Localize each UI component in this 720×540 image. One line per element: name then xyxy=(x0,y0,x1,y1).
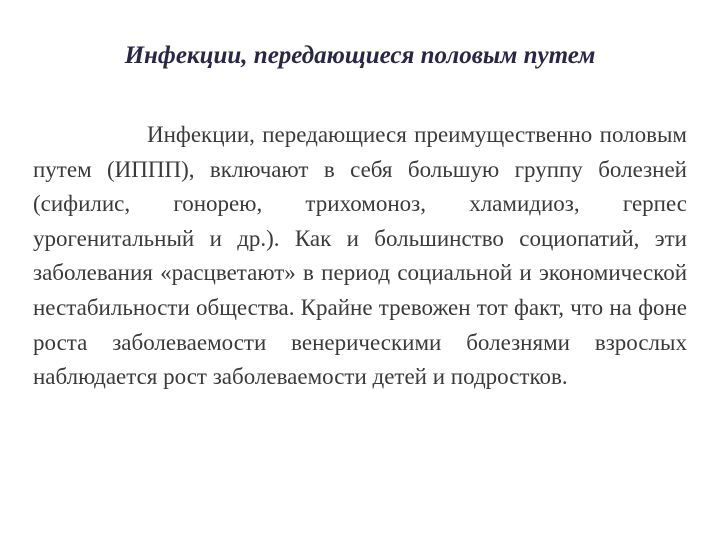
slide-title: Инфекции, передающиеся половым путем xyxy=(124,42,596,69)
slide-body-paragraph: Инфекции, передающиеся преимущественно половым путем (ИППП), включают в себя большую группу болезней (сифилис, гонорею, трихомоноз, хламидиоз, герпес урогенитальный и др.). Как и большинство социопатий, эти заболевания «расцветают» в период социальной и экономической нестабильности общества. Крайне тревожен тот факт, что на фоне роста заболеваемости венерическими болезнями взрослых наблюдается рост заболеваемости детей и подростков. xyxy=(33,122,687,390)
